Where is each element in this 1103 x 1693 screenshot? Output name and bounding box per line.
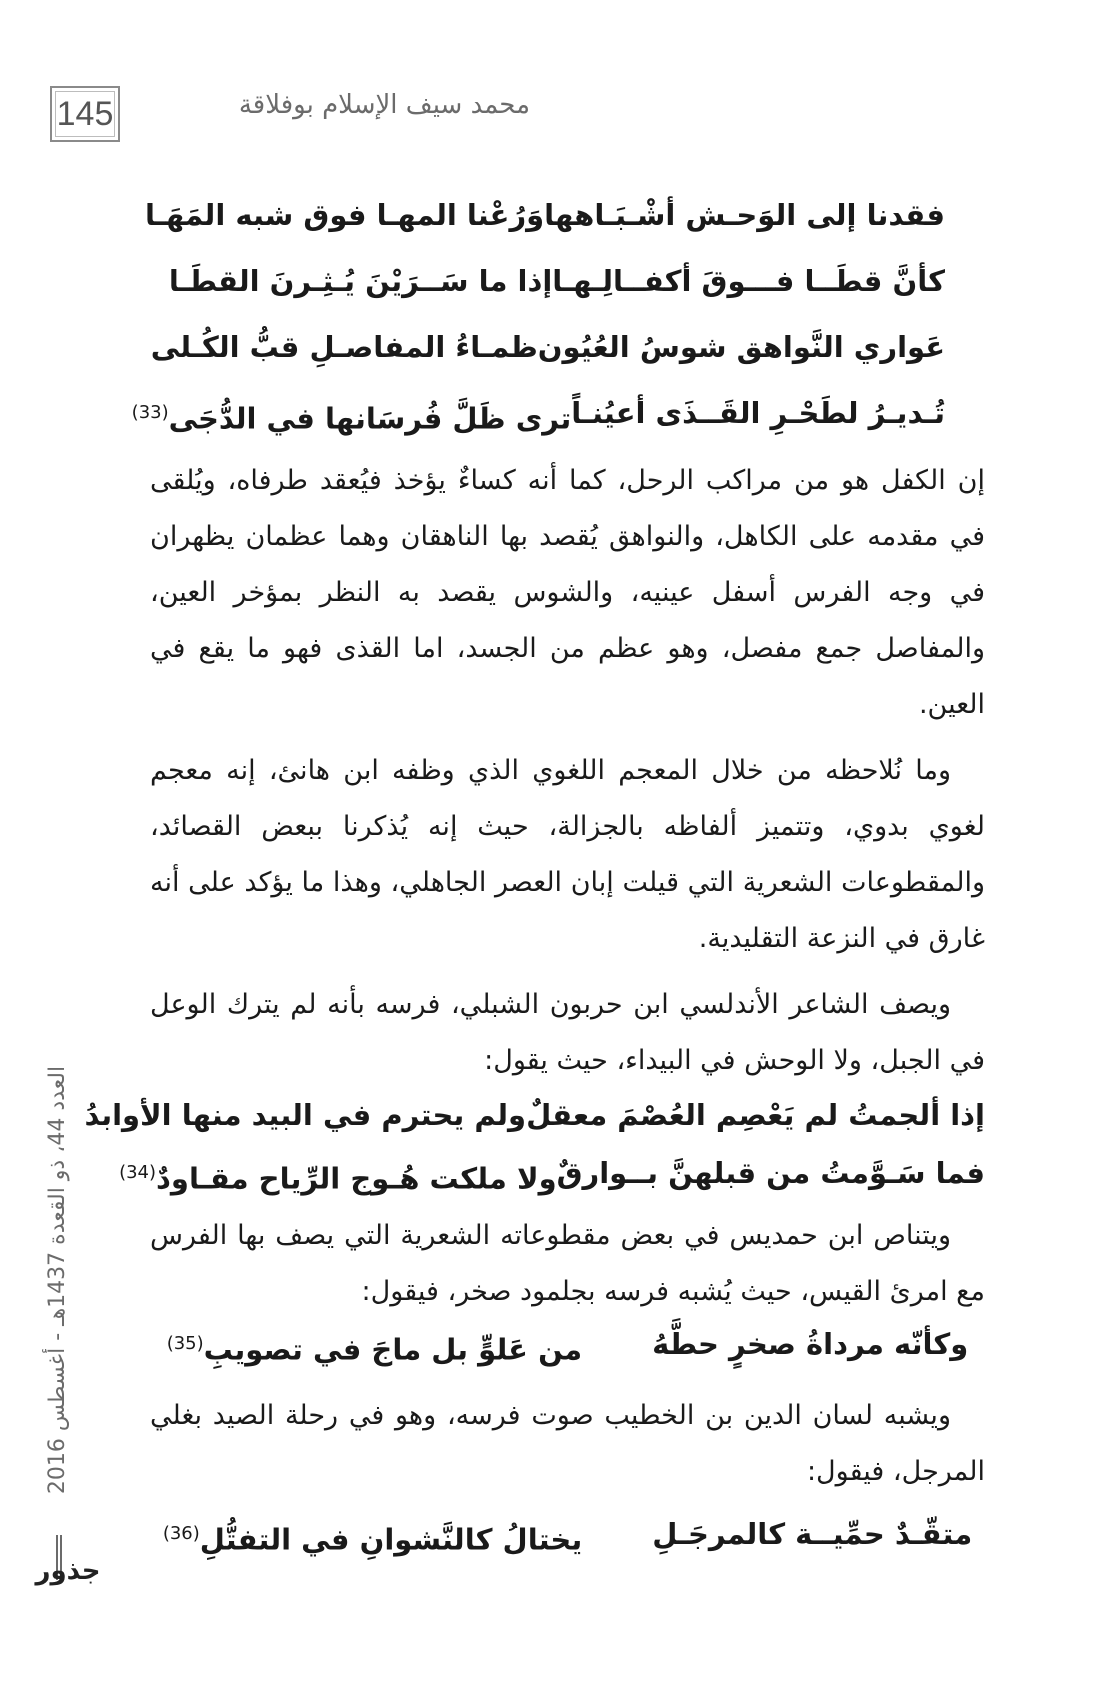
body-paragraph: ويشبه لسان الدين بن الخطيب صوت فرسه، وهو في رحلة الصيد بغلي المرجل، فيقول: xyxy=(150,1399,985,1487)
running-head-author: محمد سيف الإسلام بوفلاقة xyxy=(238,90,530,120)
journal-logo: جذور xyxy=(35,1556,101,1586)
verse-line xyxy=(150,261,985,301)
verse-line xyxy=(150,327,985,367)
verse-first-hemistich: كأنَّ قطَــا فـــوقَ أكفــالِـهـا xyxy=(552,264,945,298)
verse-second-hemistich xyxy=(92,393,572,439)
verse-second-hemistich: ظمـاءُ المفاصـلِ قبُّ الكُـلى xyxy=(150,330,538,364)
verse-first-hemistich: فقدنا إلى الوَحـش أشْـبَـاهها xyxy=(544,198,945,232)
verse-text: ترى ظَلَّ فُرسَانها في الدُّجَى xyxy=(168,401,572,436)
footnote-marker: (35) xyxy=(166,1333,204,1355)
verse-first-hemistich: وكأنّه مرداةُ صخرٍ حطَّهُ xyxy=(652,1327,969,1362)
body-paragraph: ويصف الشاعر الأندلسي ابن حربون الشبلي، فرسه بأنه لم يترك الوعل في الجبل، ولا الوحش في البيداء، حيث يقول: xyxy=(150,988,985,1076)
verse-first-hemistich: متقّـدٌ حمِّيــة كالمرجَـلِ xyxy=(652,1516,973,1551)
verse-second-hemistich: إذا ما سَــرَيْنَ يُـثِـرنَ القطَـا xyxy=(168,264,553,298)
verse-second-hemistich xyxy=(119,1153,557,1199)
verse-text: ولا ملكت هُـوج الرِّياح مقـاودٌ xyxy=(156,1161,557,1196)
verse-line xyxy=(150,1514,985,1560)
verse-text: من عَلوٍّ بل ماجَ في تصويبِ xyxy=(203,1332,583,1367)
body-paragraph: ويتناص ابن حمديس في بعض مقطوعاته الشعرية التي يصف بها الفرس مع امرئ القيس، حيث يُشبه فرسه بجلمود صخر، فيقول: xyxy=(150,1220,985,1308)
journal-issue-sidebar: العدد 44، ذو القعدة 1437هـ - أغسطس 2016 xyxy=(45,1065,70,1495)
verse-first-hemistich: إذا ألجمتُ لم يَعْصِم العُصْمَ معقلٌ xyxy=(526,1097,985,1132)
verse-text: يختالُ كالنَّشوانِ في التفتُّلِ xyxy=(199,1522,583,1557)
verse-line xyxy=(145,195,985,235)
verse-first-hemistich: تُـديـرُ لطَحْـرِ القَــذَى أعيُنـاً xyxy=(571,396,945,430)
verse-line xyxy=(150,1324,985,1370)
poem-block xyxy=(131,195,985,439)
footnote-marker: (34) xyxy=(119,1161,157,1183)
verse-second-hemistich xyxy=(167,1324,582,1370)
verse-line xyxy=(119,1153,985,1199)
verse-second-hemistich: وَرُعْنا المهـا فوق شبه المَهَـا xyxy=(145,198,545,232)
verse-line xyxy=(84,1095,985,1135)
verse-first-hemistich: عَواري النَّواهق شوسُ العُيُون xyxy=(537,330,945,364)
verse-line xyxy=(131,393,985,439)
body-paragraph: وما نُلاحظه من خلال المعجم اللغوي الذي وظفه ابن هانئ، إنه معجم لغوي بدوي، وتتميز ألفاظه بالجزالة، حيث إنه يُذكرنا ببعض القصائد، والمقطوعات الشعرية التي قيلت إبان العصر الجاهلي، وهذا ما يؤكد على أنه غارق في النزعة التقليدية. xyxy=(150,754,985,954)
verse-second-hemistich xyxy=(163,1514,582,1560)
verse-first-hemistich: فما سَـوَّمتُ من قبلهنَّ بــوارقٌ xyxy=(556,1155,985,1190)
verse-second-hemistich: ولم يحترم في البيد منها الأوابدُ xyxy=(84,1097,527,1132)
footnote-marker: (33) xyxy=(131,402,169,423)
footnote-marker: (36) xyxy=(162,1522,200,1544)
body-paragraph: إن الكفل هو من مراكب الرحل، كما أنه كساءٌ يؤخذ فيُعقد طرفاه، ويُلقى في مقدمه على الكاهل، والنواهق يُقصد بها الناهقان وهما عظمان يظهران في وجه الفرس أسفل عينيه، والشوس يقصد به النظر بمؤخر العين، والمفاصل جمع مفصل، وهو عظم من الجسد، اما القذى فهو ما يقع في العين. xyxy=(150,464,985,720)
page-body xyxy=(84,195,985,1586)
page-number: 145 xyxy=(50,86,120,142)
poem-block xyxy=(84,1095,985,1199)
